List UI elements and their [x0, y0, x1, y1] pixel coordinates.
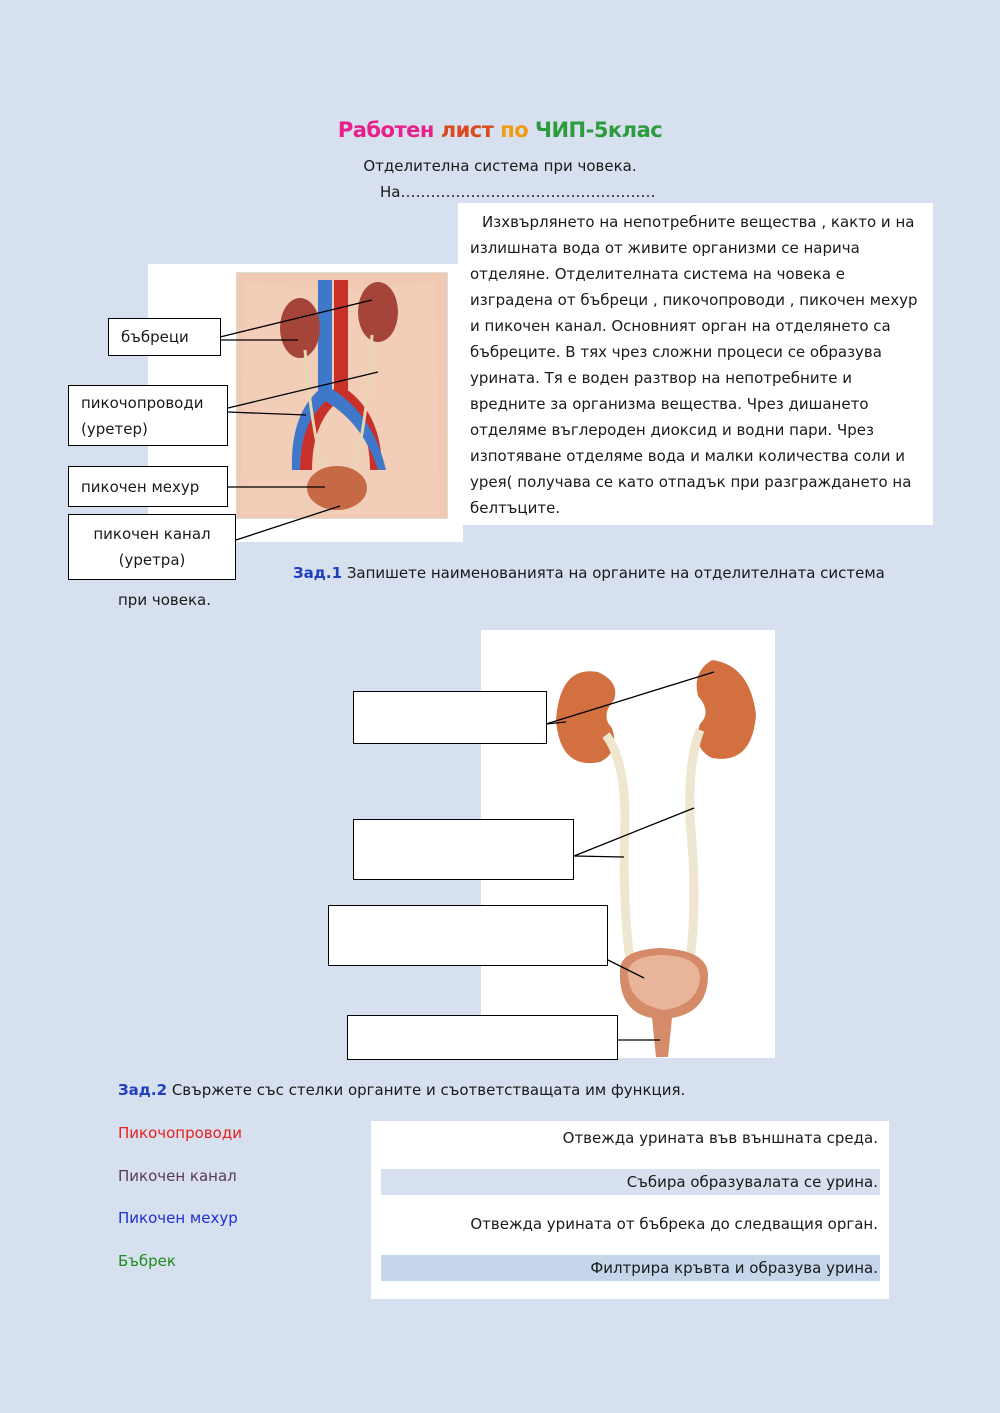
label-kidneys-text: бъбреци — [121, 328, 189, 346]
function-0[interactable]: Отвежда урината във външната среда. — [381, 1125, 880, 1151]
answer-box-1[interactable] — [353, 691, 547, 744]
task2-heading — [118, 1081, 685, 1099]
fig2-kidney-left — [556, 671, 615, 763]
task1-number: Зад.1 — [293, 564, 343, 582]
task1-continuation: при човека. — [118, 591, 211, 609]
answer-box-2[interactable] — [353, 819, 574, 880]
label-ureters-text: пикочопроводи (уретер) — [81, 393, 204, 438]
answer-box-3[interactable] — [328, 905, 608, 966]
organ-0[interactable]: Пикочопроводи — [118, 1124, 242, 1142]
answer-box-4[interactable] — [347, 1015, 618, 1060]
organ-3[interactable]: Бъбрек — [118, 1252, 176, 1270]
function-3[interactable]: Филтрира кръвта и образува урина. — [381, 1255, 880, 1281]
task1-text: Запишете наименованията на органите на отделителната система — [346, 564, 885, 582]
title-word: Работен — [337, 118, 441, 142]
function-2[interactable]: Отвежда урината от бъбрека до следващия орган. — [381, 1211, 880, 1237]
organ-2[interactable]: Пикочен мехур — [118, 1209, 238, 1227]
title-word: лист — [440, 118, 501, 142]
label-bladder-text: пикочен мехур — [81, 477, 200, 496]
organ-1[interactable]: Пикочен канал — [118, 1167, 237, 1185]
label-urethra-text: пикочен канал (уретра) — [93, 525, 211, 569]
intro-text: Изхвърлянето на непотребните вещества , както и на излишната вода от живите организми се нарича отделяне. Отделителната система на човека е изградена от бъбреци , пикочопроводи , пикочен мехур и пикочен канал. Основният орган на отделянето са бъбреците. В тях чрез сложни процеси се образува урината. Тя е воден разтвор на непотребните и вредните за организма вещества. Чрез дишането отделяме въглероден диоксид и водни пари. Чрез изпотяване отделяме вода и малки количества соли и урея( получава се като отпадък при разграждането на белтъците. — [470, 213, 918, 517]
worksheet-subtitle: Отделителна система при човека. — [363, 157, 637, 175]
function-1[interactable]: Събира образувалата се урина. — [381, 1169, 880, 1195]
title-word: ЧИП-5клас — [534, 118, 663, 142]
task2-text: Свържете със стелки органите и съответстващата им функция. — [171, 1081, 686, 1099]
name-line: На…………………………………………… — [380, 183, 656, 201]
task2-number: Зад.2 — [118, 1081, 168, 1099]
title-word: по — [500, 118, 535, 142]
